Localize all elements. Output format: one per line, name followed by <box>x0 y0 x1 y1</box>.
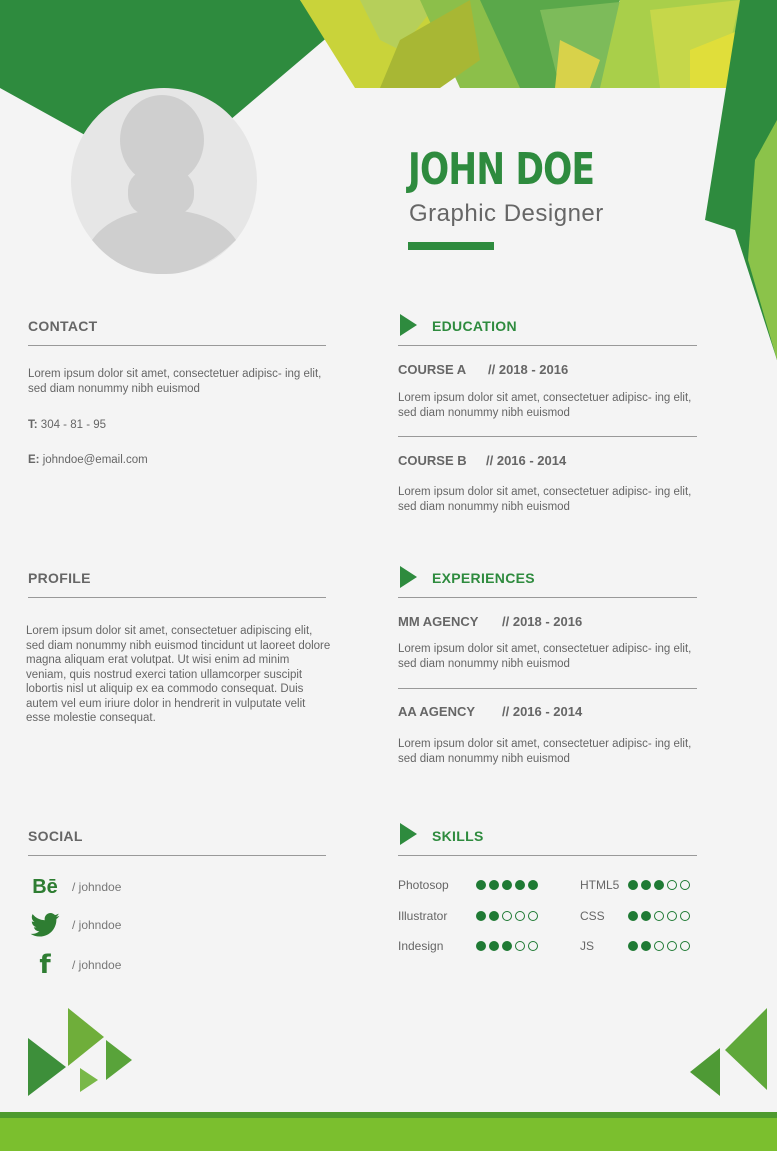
social-handle: / johndoe <box>72 958 122 972</box>
skill-name: Indesign <box>398 939 444 953</box>
skills-heading: SKILLS <box>432 828 484 844</box>
education-item-period: // 2018 - 2016 <box>488 362 569 377</box>
skills-marker-icon <box>400 823 417 845</box>
skill-rating <box>476 880 538 890</box>
twitter-icon <box>28 912 62 938</box>
experiences-marker-icon <box>400 566 417 588</box>
experience-item-period: // 2018 - 2016 <box>502 614 583 629</box>
rating-dot-filled <box>628 941 638 951</box>
skill-row <box>580 878 690 892</box>
phone-label: T: <box>28 419 38 431</box>
rating-dot-empty <box>502 911 512 921</box>
skill-name: CSS <box>580 909 605 923</box>
skill-name: JS <box>580 939 595 953</box>
education-item-text: Lorem ipsum dolor sit amet, consectetuer adipisc- ing elit, sed diam nonummy nibh euismod <box>398 392 692 419</box>
skill-row <box>580 909 690 923</box>
education-marker-icon <box>400 314 417 336</box>
rating-dot-empty <box>654 911 664 921</box>
rating-dot-filled <box>528 880 538 890</box>
education-item-name: COURSE A <box>398 362 467 377</box>
education-item-text: Lorem ipsum dolor sit amet, consectetuer adipisc- ing elit, sed diam nonummy nibh euismod <box>398 486 692 513</box>
skill-name: Illustrator <box>398 909 448 923</box>
rating-dot-filled <box>476 941 486 951</box>
rating-dot-empty <box>528 941 538 951</box>
social-row-twitter[interactable] <box>28 912 121 938</box>
rating-dot-empty <box>667 880 677 890</box>
divider <box>398 688 697 689</box>
email-value: johndoe@email.com <box>42 454 148 466</box>
social-row-facebook[interactable] <box>28 952 121 978</box>
divider <box>398 855 697 856</box>
rating-dot-filled <box>476 911 486 921</box>
rating-dot-empty <box>680 880 690 890</box>
rating-dot-filled <box>641 880 651 890</box>
rating-dot-filled <box>502 941 512 951</box>
skill-row <box>398 909 538 923</box>
education-heading: EDUCATION <box>432 318 517 334</box>
divider <box>28 345 326 346</box>
social-handle: / johndoe <box>72 918 122 932</box>
skill-rating <box>628 911 690 921</box>
experience-item-period: // 2016 - 2014 <box>502 704 583 719</box>
skill-rating <box>476 911 538 921</box>
profile-heading: PROFILE <box>28 570 91 586</box>
experience-item-text: Lorem ipsum dolor sit amet, consectetuer adipisc- ing elit, sed diam nonummy nibh euismod <box>398 738 692 765</box>
education-item-period: // 2016 - 2014 <box>486 453 567 468</box>
title-underline <box>408 242 494 250</box>
email-label: E: <box>28 454 40 466</box>
contact-description: Lorem ipsum dolor sit amet, consectetuer adipisc- ing elit, sed diam nonummy nibh euismod <box>28 368 322 395</box>
rating-dot-filled <box>489 911 499 921</box>
contact-heading: CONTACT <box>28 318 98 334</box>
social-handle: / johndoe <box>72 880 122 894</box>
rating-dot-empty <box>515 941 525 951</box>
divider <box>398 436 697 437</box>
rating-dot-empty <box>515 911 525 921</box>
contact-phone <box>28 418 106 433</box>
rating-dot-filled <box>515 880 525 890</box>
facebook-icon: f <box>39 950 51 980</box>
divider <box>28 597 326 598</box>
education-item-name: COURSE B <box>398 453 467 468</box>
contact-email <box>28 453 148 468</box>
divider <box>28 855 326 856</box>
rating-dot-filled <box>489 880 499 890</box>
skill-row <box>580 939 690 953</box>
social-heading: SOCIAL <box>28 828 83 844</box>
profile-text: Lorem ipsum dolor sit amet, consectetuer adipiscing elit, sed diam nonummy nibh euismod tincidunt ut laoreet dolore magna aliquam erat volutpat. Ut wisi enim ad minim veniam, quis nostrud exerci tation ullamcorper suscipit lobortis nisl ut aliquip ex ea commodo consequat. Duis autem vel eum iriure dolor in hendrerit in vulputate velit esse molestie consequat. <box>26 625 331 724</box>
experience-item-name: AA AGENCY <box>398 704 476 719</box>
rating-dot-empty <box>654 941 664 951</box>
social-row-behance[interactable] <box>28 874 121 900</box>
rating-dot-empty <box>667 941 677 951</box>
person-name: JOHN DOE <box>408 144 595 195</box>
rating-dot-filled <box>641 941 651 951</box>
rating-dot-filled <box>628 880 638 890</box>
experience-item-text: Lorem ipsum dolor sit amet, consectetuer adipisc- ing elit, sed diam nonummy nibh euismod <box>398 643 692 670</box>
rating-dot-filled <box>628 911 638 921</box>
rating-dot-filled <box>502 880 512 890</box>
divider <box>398 345 697 346</box>
skill-rating <box>476 941 538 951</box>
rating-dot-empty <box>680 911 690 921</box>
skill-rating <box>628 880 690 890</box>
rating-dot-empty <box>667 911 677 921</box>
rating-dot-empty <box>528 911 538 921</box>
skill-name: Photosop <box>398 878 449 892</box>
skill-row <box>398 939 538 953</box>
phone-value: 304 - 81 - 95 <box>40 419 107 431</box>
rating-dot-filled <box>476 880 486 890</box>
skill-rating <box>628 941 690 951</box>
experiences-heading: EXPERIENCES <box>432 570 535 586</box>
experience-item-name: MM AGENCY <box>398 614 479 629</box>
rating-dot-empty <box>680 941 690 951</box>
skill-row <box>398 878 538 892</box>
skill-name: HTML5 <box>580 878 620 892</box>
rating-dot-filled <box>641 911 651 921</box>
divider <box>398 597 697 598</box>
rating-dot-filled <box>654 880 664 890</box>
rating-dot-filled <box>489 941 499 951</box>
job-title: Graphic Designer <box>409 200 604 227</box>
behance-icon: Bē <box>32 875 58 898</box>
